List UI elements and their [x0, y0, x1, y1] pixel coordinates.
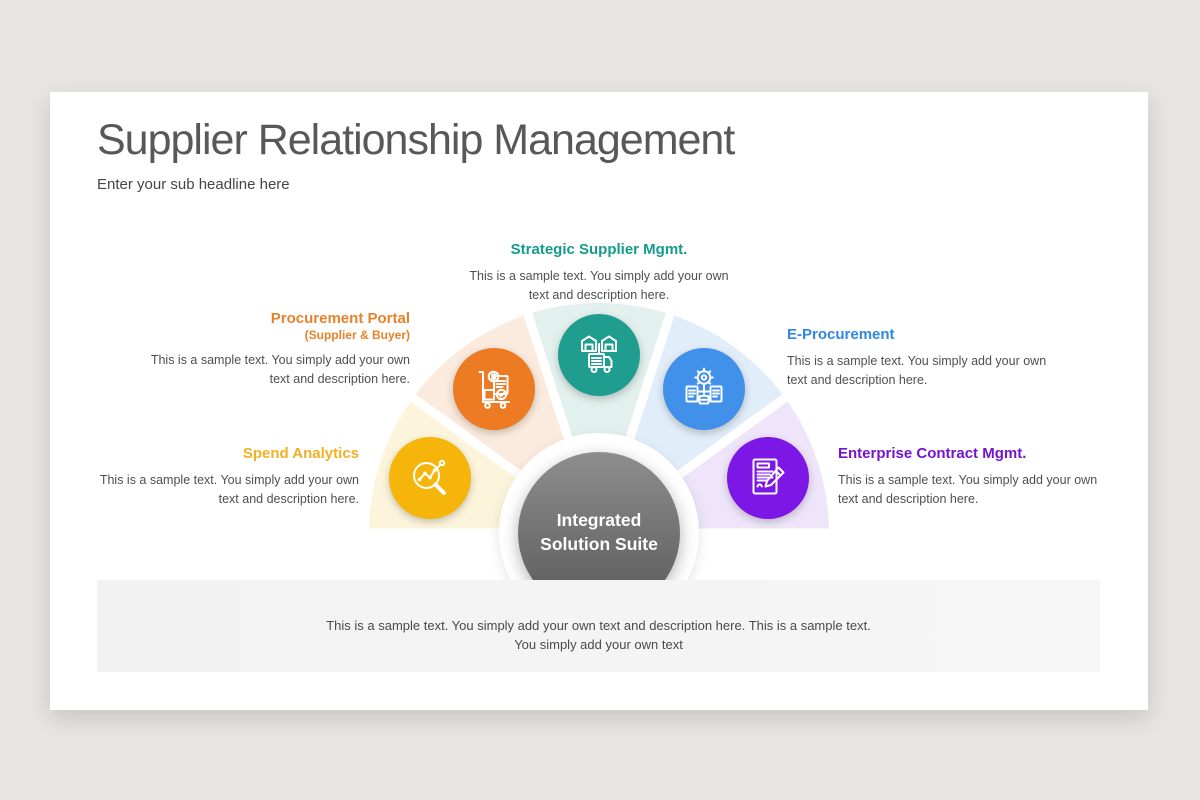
chip-spend: [389, 437, 471, 519]
segment-title: Strategic Supplier Mgmt.: [510, 241, 688, 258]
segment-e-procurement: [787, 325, 1087, 389]
segment-description: This is a sample text. You simply add your own text and description here.: [838, 473, 1098, 506]
slide: [50, 92, 1148, 710]
chip-eprocurement: [663, 348, 745, 430]
segment-title: Procurement Portal: [270, 310, 410, 327]
footer-text: [97, 616, 1100, 654]
page-title: Supplier Relationship Management: [97, 116, 735, 164]
segment-title: E-Procurement: [787, 326, 895, 343]
segment-description: This is a sample text. You simply add your own text and description here.: [150, 353, 410, 386]
segment-procurement-portal: [110, 309, 410, 388]
chip-strategic: [558, 314, 640, 396]
chip-procurement: [453, 348, 535, 430]
footer-line1: This is a sample text. You simply add your own text and description here. This is a sample text.: [326, 618, 871, 633]
footer-line2: You simply add your own text: [514, 637, 683, 652]
segment-description: This is a sample text. You simply add your own text and description here.: [99, 473, 359, 506]
segment-title: Spend Analytics: [242, 445, 359, 462]
center-label-line2: Solution Suite: [540, 534, 658, 554]
segment-strategic-supplier-mgmt: [429, 240, 769, 304]
center-label: [499, 508, 699, 556]
segment-enterprise-contract-mgmt: [838, 444, 1138, 508]
segment-description: This is a sample text. You simply add your own text and description here.: [787, 354, 1047, 387]
chip-contract: [727, 437, 809, 519]
segment-description: This is a sample text. You simply add your own text and description here.: [469, 269, 729, 302]
segment-subtitle: (Supplier & Buyer): [304, 328, 410, 342]
page-subtitle: Enter your sub headline here: [97, 176, 290, 193]
segment-title: Enterprise Contract Mgmt.: [838, 445, 1027, 462]
segment-spend-analytics: [59, 444, 359, 508]
center-label-line1: Integrated: [556, 510, 642, 530]
